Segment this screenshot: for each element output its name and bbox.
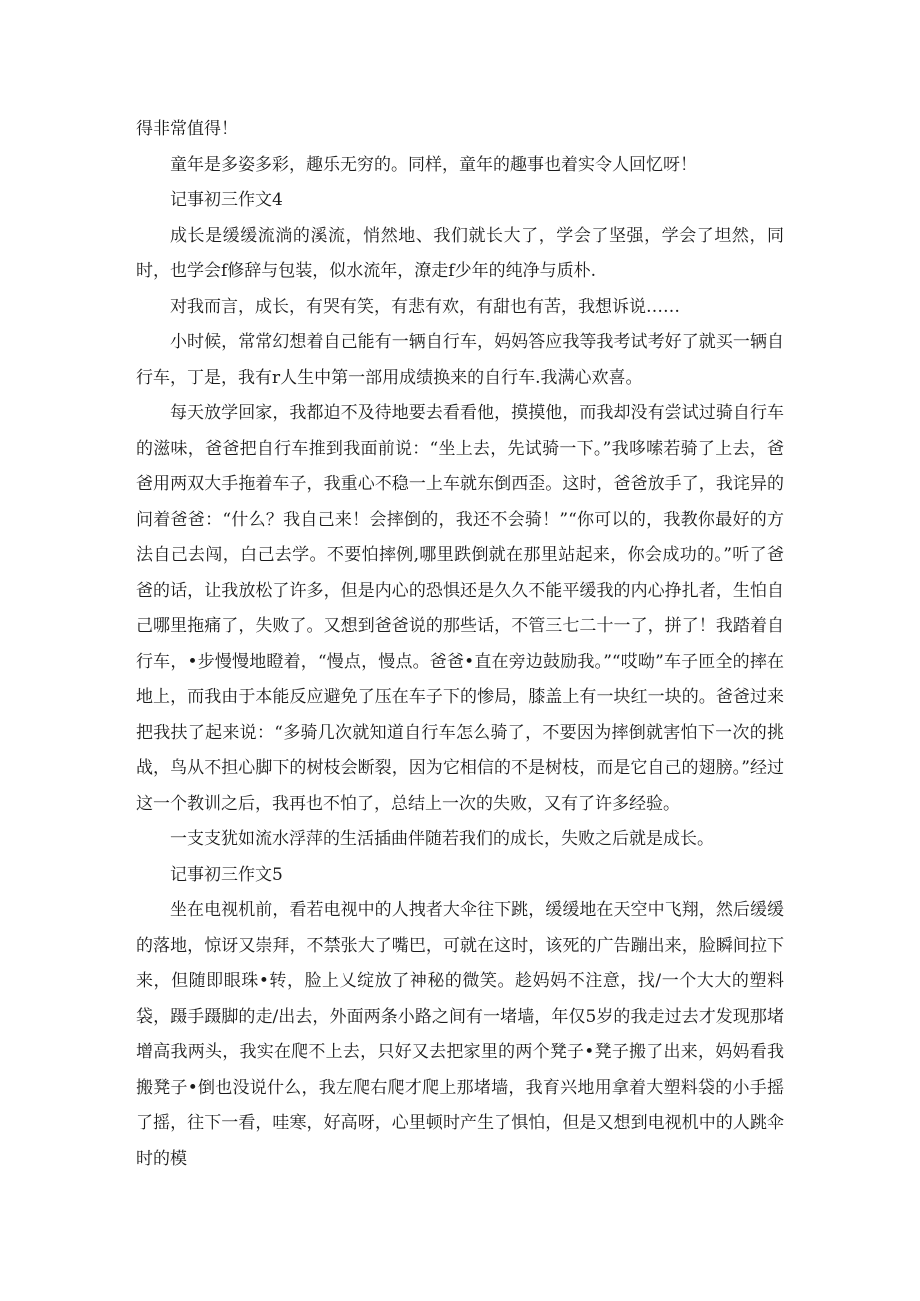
section-heading: 记事初三作文4 [170,190,283,210]
document-page [136,112,784,1177]
paragraph: 得非常值得！ [136,119,238,139]
paragraph: 每天放学回家，我都迫不及待地要去看看他，摸摸他，而我却没有尝试过骑自行车的滋味，爸爸把自行车推到我面前说：“坐上去，先试骑一下。”我哆嗦若骑了上去，爸爸用两双大手拖着车子，我重心不稳一上车就东倒西歪。这时，爸爸放手了，我诧异的问着爸爸：“什么？我自己来！会摔倒的，我还不会骑！”“你可以的，我教你最好的方法自己去闯，白己去学。不要怕摔例,哪里跌倒就在那里站起来，你会成功的。”听了爸爸的话，让我放松了许多，但是内心的恐惧还是久久不能平缓我的内心挣扎者，生怕自己哪里拖痛了，失败了。又想到爸爸说的那些话，不管三七二十一了，拼了！我踏着自行车，•步慢慢地瞪着，“慢点，慢点。爸爸•直在旁边鼓励我。”“哎呦”车子匝全的摔在地上，而我由于本能反应避免了压在车子下的惨局，膝盖上有一块红一块的。爸爸过来把我扶了起来说：“多骑几次就知道自行车怎么骑了，不要因为摔倒就害怕下一次的挑战，鸟从不担心脚下的树枝会断裂，因为它相信的不是树枝，而是它自己的翅膀。”经过这一个教训之后，我再也不怕了，总结上一次的失败，又有了许多经验。 [136,403,784,814]
paragraph: 小时候，常常幻想着自己能有一辆自行车，妈妈答应我等我考试考好了就买一辆自行车，丁是，我有r人生中第一部用成绩换来的自行车.我满心欢喜。 [136,332,784,388]
paragraph: 成长是缓缓流淌的溪流，悄然地、我们就长大了，学会了坚强，学会了坦然，同时，也学会f修辞与包装，似水流年，潦走f少年的纯净与质朴. [136,225,784,281]
paragraph: 一支支犹如流水浮萍的生活插曲伴随若我们的成长，失败之后就是成长。 [170,829,714,849]
section-heading: 记事初三作文5 [170,864,283,885]
paragraph: 坐在电视机前，看若电视中的人拽者大伞往下跳，缓缓地在天空中飞翔，然后缓缓的落地，惊讶又崇拜，不禁张大了嘴巴，可就在这时，该死的广告蹦出来，脸瞬间拉下来，但随即眼珠•转，脸上乂绽放了神秘的微笑。趁妈妈不注意，找/一个大大的塑料袋，蹑手蹑脚的走/出去，外面两条小路之间有一堵墙，年仅5岁的我走过去才发现那堵增高我两头，我实在爬不上去，只好又去把家里的两个凳子•凳子搬了出来，妈妈看我搬凳子•倒也没说什么，我左爬右爬才爬上那堵墙，我育兴地用拿着大塑料袋的小手摇了摇，往下一看，哇寒，好高呀，心里顿时产生了惧怕，但是又想到电视机中的人跳伞时的模 [136,900,784,1169]
paragraph: 童年是多姿多彩，趣乐无穷的。同样，童年的趣事也着实令人回忆呀！ [170,154,697,175]
paragraph: 对我而言，成长，有哭有笑，有悲有欢，有甜也有苦，我想诉说…… [170,296,680,317]
